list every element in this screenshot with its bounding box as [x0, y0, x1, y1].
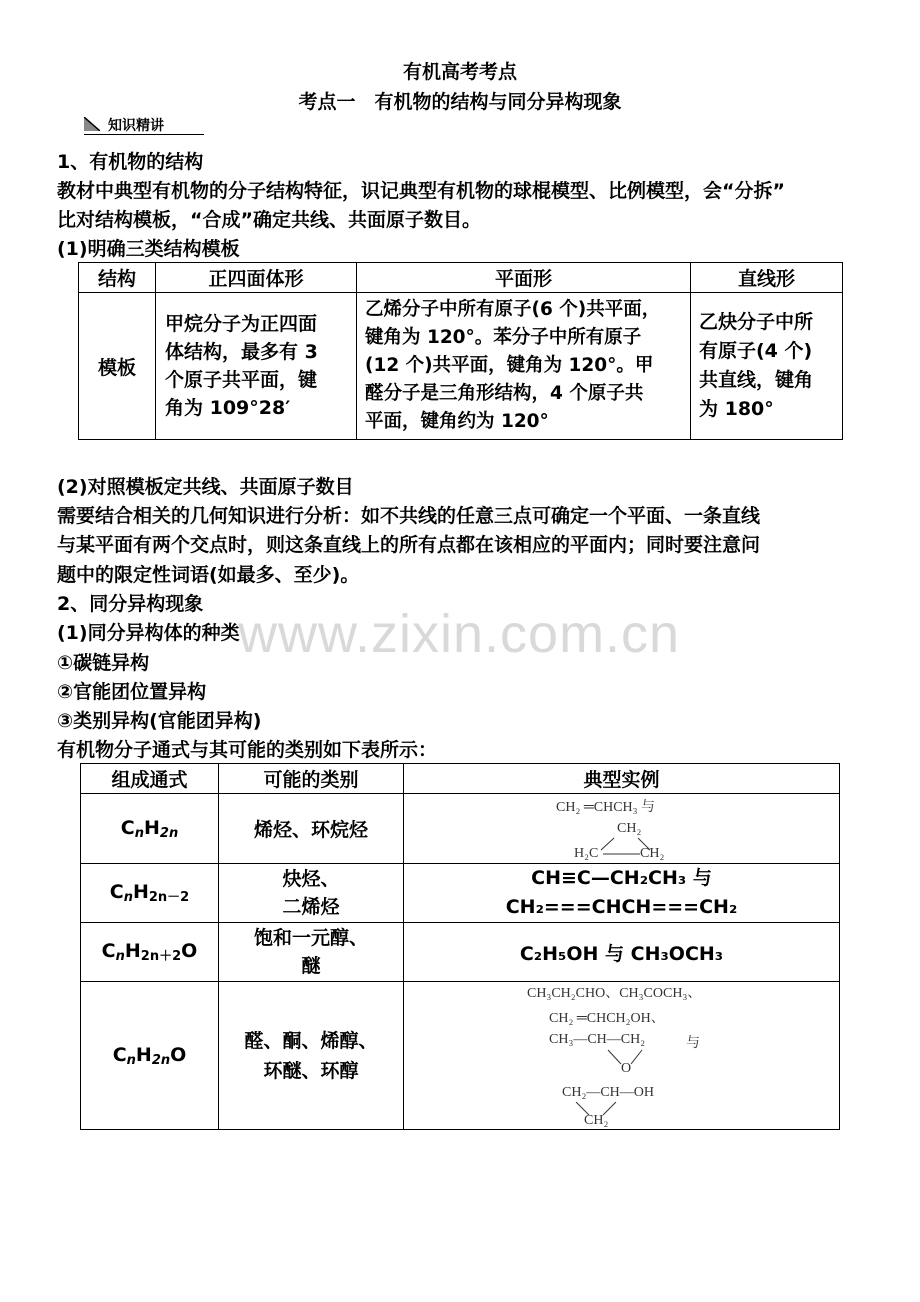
class-cell: 烯烃、环烷烃	[219, 794, 404, 864]
tetrahedral-cell: 甲烷分子为正四面 体结构，最多有 3 个原子共平面，键 角为 109°28′	[156, 293, 357, 440]
list-item: ③类别异构(官能团异构)	[57, 710, 262, 732]
isomer-class-table	[80, 763, 840, 1130]
structure-template-table	[78, 262, 843, 440]
table-header: 典型实例	[404, 764, 840, 794]
subheading-compare: (2)对照模板定共线、共面原子数目	[57, 476, 354, 498]
example-cell	[404, 794, 840, 864]
cyclopropane-bonds	[404, 794, 824, 863]
planar-cell: 乙烯分子中所有原子(6 个)共平面， 键角为 120°。苯分子中所有原子 (12 个)共平面，键角为 120°。甲 醛分子是三角形结构，4 个原子共 平面，键角约为 120°	[357, 293, 691, 440]
paragraph-line: 比对结构模板，“合成”确定共线、共面原子数目。	[57, 209, 481, 231]
paragraph-line: 有机物分子通式与其可能的类别如下表所示：	[57, 739, 438, 761]
section-tag-label: 知识精讲	[108, 118, 164, 134]
epoxide-bonds	[404, 982, 834, 1129]
example-line: CH₃CH₂CHO、CH₃COCH₃、	[527, 986, 702, 1001]
section-tag	[84, 115, 204, 135]
class-cell: 饱和一元醇、 醚	[219, 923, 404, 982]
paragraph-line: 教材中典型有机物的分子结构特征，识记典型有机物的球棍模型、比例模型，会“分拆”	[57, 180, 785, 202]
watermark: www.zixin.com.cn	[238, 604, 681, 664]
general-formula: $C_nH_{2n-2}$	[81, 864, 219, 923]
example-line: CH₂ ═CHCH₂OH、	[549, 1011, 665, 1026]
row-label: 模板	[79, 293, 156, 440]
paragraph-line: 题中的限定性词语(如最多、至少)。	[57, 564, 360, 586]
table-header: 平面形	[357, 263, 691, 293]
document-subtitle: 考点一 有机物的结构与同分异构现象	[298, 91, 622, 113]
example-cell: C₂H₅OH 与 CH₃OCH₃	[404, 923, 840, 982]
table-header: 结构	[79, 263, 156, 293]
table-header: 正四面体形	[156, 263, 357, 293]
class-cell: 醛、酮、烯醇、 环醚、环醇	[219, 982, 404, 1130]
example-cell	[404, 982, 840, 1130]
paragraph-line: 需要结合相关的几何知识进行分析：如不共线的任意三点可确定一个平面、一条直线	[57, 505, 761, 527]
ring-atom: H₂C	[574, 846, 599, 861]
class-cell: 炔烃、 二烯烃	[219, 864, 404, 923]
ring-atom: CH₂	[640, 846, 665, 861]
document-title: 有机高考考点	[402, 61, 517, 83]
subheading-templates: (1)明确三类结构模板	[57, 238, 240, 260]
triangle-icon	[84, 117, 100, 131]
ring-atom: CH₂	[617, 821, 642, 836]
list-item: ②官能团位置异构	[57, 681, 207, 703]
example-line: CH₃—CH—CH₂	[549, 1032, 646, 1047]
example-line: 与	[686, 1036, 700, 1051]
example-line: CH₂ ═CHCH₃ 与	[556, 800, 656, 815]
table-header: 可能的类别	[219, 764, 404, 794]
section-tag-rule	[84, 134, 204, 135]
general-formula: $C_nH_{2n}$	[81, 794, 219, 864]
heading-structure: 1、有机物的结构	[57, 151, 204, 173]
ring-atom: CH₂	[584, 1113, 609, 1128]
table-header: 组成通式	[81, 764, 219, 794]
ring-atom: O	[621, 1061, 632, 1076]
subheading-isomer-types: (1)同分异构体的种类	[57, 622, 240, 644]
heading-isomerism: 2、同分异构现象	[57, 593, 204, 615]
list-item: ①碳链异构	[57, 652, 150, 674]
paragraph-line: 与某平面有两个交点时，则这条直线上的所有点都在该相应的平面内；同时要注意问	[57, 534, 761, 556]
general-formula: $C_nH_{2n+2}O$	[81, 923, 219, 982]
general-formula: $C_nH_{2n}O$	[81, 982, 219, 1130]
example-cell: CH≡C—CH₂CH₃ 与 CH₂===CHCH===CH₂	[404, 864, 840, 923]
example-line: CH₂—CH—OH	[562, 1085, 654, 1100]
table-header: 直线形	[691, 263, 843, 293]
linear-cell: 乙炔分子中所 有原子(4 个) 共直线，键角 为 180°	[691, 293, 843, 440]
